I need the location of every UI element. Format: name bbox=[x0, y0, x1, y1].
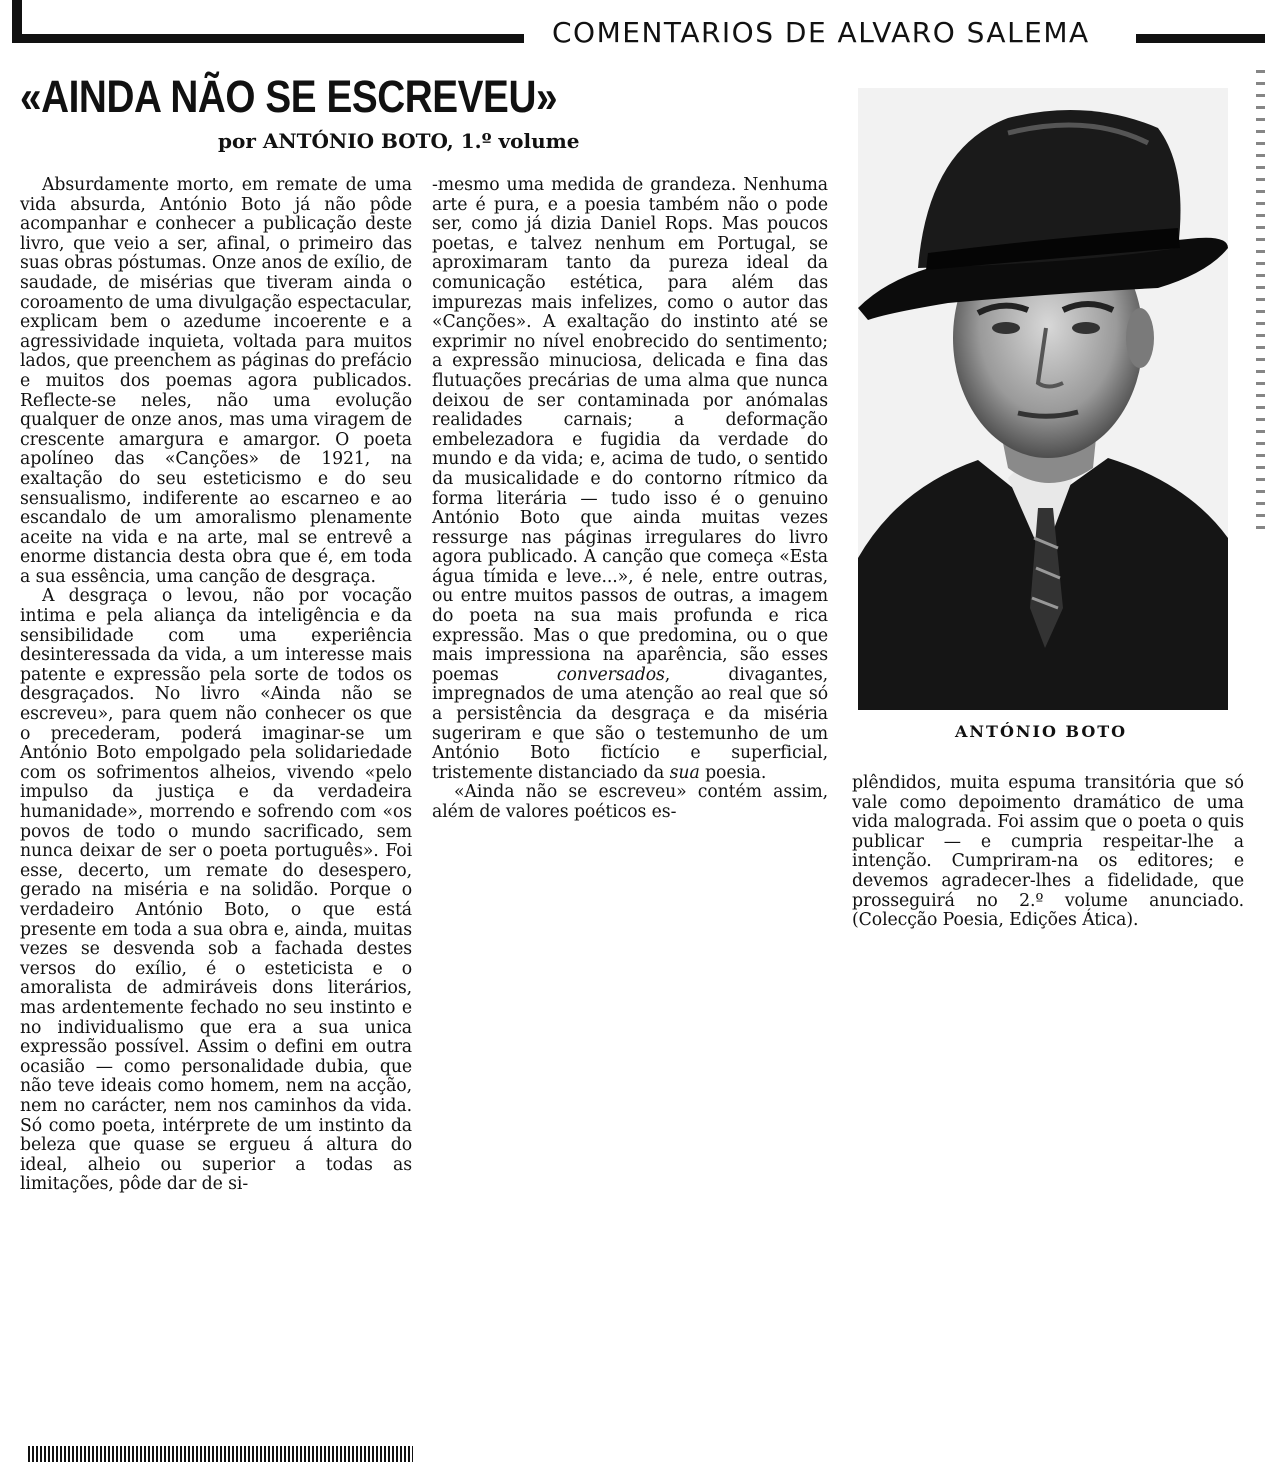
text-run: -mesmo uma medida de grandeza. Nenhuma arte é pura, e a poesia também não o pode ser, como já dizia Daniel Rops. Mas poucos poetas, e talvez nenhum em Portugal, se aproximaram tanto da pureza ideal da comunicação estética, para além das impurezas mais infelizes, como o autor das «Canções». A exaltação do instinto até se exprimir no nível enobrecido do sentimento; a expressão minuciosa, delicada e fina das flutuações precárias de uma alma que nunca deixou de ser contaminada por anómalas realidades carnais; a deformação embelezadora e fugidia da verdade do mundo e da vida; e, acima de tudo, o sentido da musicalidade e do contorno rítmico da forma literária — tudo isso é o genuino António Boto que ainda muitas vezes ressurge nas páginas irregulares do livro agora publicado. A canção que começa «Esta água tímida e leve...», é nele, entre outras, ou entre muitos passos de outras, a imagem do poeta na sua mais profunda e rica expressão. Mas o que predomina, ou o que mais impressiona na aparência, são esses poemas bbox=[432, 175, 828, 685]
article-column-3 bbox=[852, 774, 1244, 931]
header-rule-left bbox=[12, 34, 524, 43]
byline: por ANTÓNIO BOTO, 1.º volume bbox=[218, 129, 580, 153]
italic-word: sua bbox=[669, 762, 700, 783]
text-run: , divagantes, impregnados de uma atenção ao real que só a persistência da desgraça e da miséria sugeriram e que são o testemunho de um António Boto fictício e superficial, tristemente distanciado da bbox=[432, 664, 828, 783]
bottom-cut-line bbox=[28, 1446, 413, 1462]
article-column-2 bbox=[432, 176, 828, 823]
top-left-tick bbox=[12, 0, 22, 34]
text-run: poesia. bbox=[699, 762, 767, 783]
article-column-1 bbox=[20, 176, 412, 1195]
headline: «AINDA NÃO SE ESCREVEU» bbox=[20, 71, 558, 122]
italic-word: conversados bbox=[556, 664, 665, 685]
paragraph: «Ainda não se escreveu» contém assim, além de valores poéticos es- bbox=[432, 782, 828, 822]
section-title: COMENTARIOS DE ALVARO SALEMA bbox=[552, 16, 1090, 49]
paragraph: plêndidos, muita espuma transitória que só vale como depoimento dramático de uma vida malograda. Foi assim que o poeta o quis publicar — e cumpria respeitar-lhe a intenção. Cumpriram-na os editores; e devemos agradecer-lhes a fidelidade, que prosseguirá no 2.º volume anunciado. (Colecção Poesia, Edições Ática). bbox=[852, 773, 1244, 931]
portrait-photo bbox=[858, 88, 1228, 710]
paragraph: Absurdamente morto, em remate de uma vida absurda, António Boto já não pôde acompanhar e conhecer a publicação deste livro, que veio a ser, afinal, o primeiro das suas obras póstumas. Onze anos de exílio, de saudade, de misérias que tiveram ainda o coroamento de uma divulgação espectacular, explicam bem o azedume incoerente e a agressividade inquieta, voltada para muitos lados, que preenchem as páginas do prefácio e muitos dos poemas agora publicados. Reflecte-se neles, não uma evolução qualquer de onze anos, mas uma viragem de crescente amargura e amargor. O poeta apolíneo das «Canções» de 1921, na exaltação do seu esteticismo e do seu sensualismo, indiferente ao escarneo e ao escandalo de um amoralismo plenamente aceite na vida e na arte, mal se entrevê a enorme distancia desta obra que é, em toda a sua essência, uma canção de desgraça. bbox=[20, 175, 412, 587]
paragraph: A desgraça o levou, não por vocação intima e pela aliança da inteligência e da sensibilidade com uma experiência desinteressada da vida, a um interesse mais patente e expressão pela sorte de todos os desgraçados. No livro «Ainda não se escreveu», para quem não conhecer os que o precederam, poderá imaginar-se um António Boto empolgado pela solidariedade com os sofrimentos alheios, vivendo «pelo impulso da justiça e da verdadeira humanidade», morrendo e sofrendo com «os povos de todo o mundo sacrificado, sem nunca deixar de ser o poeta português». Foi esse, decerto, um remate do desespero, gerado na miséria e na solidão. Porque o verdadeiro António Boto, o que está presente em toda a sua obra e, ainda, muitas vezes se desvenda sob a fachada destes versos do exílio, é o esteticista e o amoralista de admiráveis dons literários, mas ardentemente fechado no seu instinto e no individualismo que era a sua unica expressão possível. Assim o defini em outra ocasião — como personalidade dubia, que não teve ideais como homem, nem na acção, nem no carácter, nem nos caminhos da vida. Só como poeta, intérprete de um instinto da beleza que quase se ergueu á altura do ideal, alheio ou superior a todas as limitações, pôde dar de si- bbox=[20, 586, 412, 1195]
header-rule-right bbox=[1136, 34, 1265, 43]
photo-caption: ANTÓNIO BOTO bbox=[955, 722, 1128, 741]
portrait-illustration bbox=[858, 88, 1228, 710]
right-margin-text-fragment bbox=[1256, 70, 1265, 530]
paragraph bbox=[432, 176, 828, 783]
